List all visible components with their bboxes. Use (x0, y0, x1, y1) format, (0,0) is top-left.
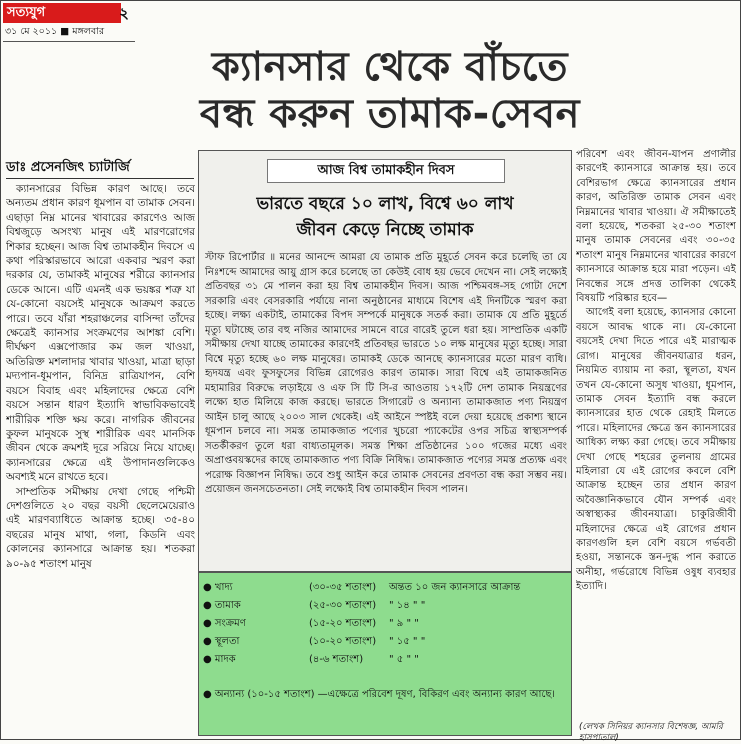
cause-label: ● খাদ্য (203, 582, 233, 593)
table-row (203, 651, 567, 668)
date-line: ৩১ মে ২০১১ ■ মঙ্গলবার (5, 26, 105, 37)
box-headline (203, 191, 567, 243)
cause-note: " ৯ " " (389, 618, 419, 629)
cancer-cause-table (198, 572, 572, 736)
right-paragraph-2: আগেই বলা হয়েছে, ক্যানসার কোনো বয়সে আবদ্ধ থাকে না। যে-কোনো বয়সেই দেখা দিতে পারে এই মারাত্মক রোগ। মানুষের জীবনযাত্রার ধরন, নিয়মিত ব্যায়াম না করা, স্থূলতা, যখন তখন যে-কোনো অসুধ খাওয়া, ধূমপান, তামাক সেবন ইত্যাদি বন্ধ করলে ক্যানসারের হাত থেকে রেহাই মিলতে পারে। মহিলাদের ক্ষেত্রে স্তন ক্যানসারের আধিক্য লক্ষ্য করা গেছে। তবে সমীক্ষায় দেখা গেছে শহরের তুলনায় গ্রামের মহিলারা যে এই রোগের কবলে বেশি আক্রান্ত হচ্ছেন তার প্রধান কারণ অবৈজ্ঞানিকভাবে যৌন সম্পর্ক এবং অস্বাস্থ্যকর জীবনযাত্রা। চাকুরিজীবী মহিলাদের ক্ষেত্রে এই রোগের প্রধান কারণগুলি হল বেশি বয়সে গর্ভবতী হওয়া, সন্তানকে স্তন-দুগ্ধ পান করাতে অনীহা, গর্ভরোধে বিভিন্ন ওষুধ ব্যবহার ইত্যাদি। (576, 307, 736, 593)
left-paragraph-1: ক্যানসারের বিভিন্ন কারণ আছে। তবে অন্যতম প্রধান কারণ ধূমপান বা তামাক সেবন। এছাড়া নিম্ন মানের খাবারের কারণেও আজ বিশ্বজুড়ে অসংখ্য মানুষ এই মারণরোগের শিকার হচ্ছেন। আজ বিশ্ব তামাকহীন দিবসে এ কথা পরিস্কারভাবে আরো একবার স্মরণ করা দরকার যে, তামাকই মানুষের শরীরে ক্যানসার ডেকে আনে। এটি এমনই এক ভয়ঙ্কর শত্রু যা যে-কোনো বয়সেই মানুষকে আক্রমণ করতে পারে। তবে যাঁরা শহরাঞ্চলের বাসিন্দা তাঁদের ক্ষেত্রেই ক্যানসার সংক্রমণের আশঙ্কা বেশি। দীর্ঘক্ষণ এক্সপোজার কম জল খাওয়া, অতিরিক্ত মশলাদার খাবার খাওয়া, মাত্রা ছাড়া মদ্যপান-ধূমপান, বিনিদ্র রাত্রিযাপন, বেশি বয়সে বিবাহ এবং মহিলাদের ক্ষেত্রে বেশি বয়সে সন্তান ধারণ ইত্যাদি স্বাভাবিকভাবেই শারীরিক শক্তি ক্ষয় করে। নাগরিক জীবনের কুফল মানুষকে সুস্থ শারীরিক এবং মানসিক জীবন থেকে ক্রমশই দূরে সরিয়ে নিয়ে যাচ্ছে। ক্যানসারের ক্ষেত্রে এই উপাদানগুলিকেও অবশ্যই মনে রাখতে হবে। (6, 183, 195, 484)
right-column (576, 148, 736, 722)
left-column (6, 182, 195, 734)
paper-logo: সত্যযুগ (3, 3, 121, 23)
cause-label: ● মাদক (203, 654, 236, 665)
table-row (203, 597, 567, 614)
sidebar-news-box (198, 150, 572, 572)
box-headline-line-1: ভারতে বছরে ১০ লাখ, বিশ্বে ৬০ লাখ (256, 194, 514, 214)
cause-note: " ৫ " " (389, 654, 419, 665)
author-byline: ডাঃ প্রসেনজিৎ চ্যাটার্জি (6, 160, 130, 175)
box-body-text: স্টাফ রিপোর্টার ॥ মনের আনন্দে আমরা যে তামাক প্রতি মুহূর্তে সেবন করে চলেছি তা যে নিঃশব্দে আমাদের আয়ু গ্রাস করে চলেছে তা কেউই বোধ হয় ভেবে দেখেন না। সেই লক্ষ্যেই প্রতিবছর ৩১ মে পালন করা হয় বিশ্ব তামাকহীন দিবস। আজ পশ্চিমবঙ্গ-সহ গোটা দেশে সরকারি এবং বেসরকারি পর্যায়ে নানা অনুষ্ঠানের মাধ্যমে বিশেষ এই দিনটিকে স্মরণ করা হচ্ছে। লক্ষ্য একটাই, তামাকের বিপদ সম্পর্কে মানুষকে সতর্ক করা। তামাক যে প্রতি মুহূর্তে মৃত্যু ঘটাচ্ছে তার বহু নজির আমাদের সামনে বারে বারেই তুলে ধরা হয়। সাম্প্রতিক একটি সমীক্ষায় দেখা যাচ্ছে তামাকের কারণেই প্রতিবছর ভারতে ১০ লক্ষ মানুষের মৃত্যু হচ্ছে। সারা বিশ্বে মৃত্যু হচ্ছে ৬০ লক্ষ মানুষের। তামাকই ডেকে আনছে ক্যানসারের মতো মারণ ব্যধি। হৃদযন্ত্র এবং ফুসফুসের বিভিন্ন রোগেরও কারণ তামাক। সারা বিশ্বে এই তামাকজনিত মহামারির বিরুদ্ধে লড়াইয়ে ও এফ সি টি সি-র আওতায় ১৭২টি দেশ তামাক নিয়ন্ত্রণের লক্ষ্যে হাত মিলিয়ে কাজ করছে। ভারতে সিগারেট ও অন্যান্য তামাকজাত পণ্য নিয়ন্ত্রণ আইন চালু আছে ২০০৩ সাল থেকেই। এই আইনে স্পষ্টই বলে দেয়া হয়েছে প্রকাশ্য স্থানে ধূমপান চলবে না। সমস্ত তামাকজাত পণ্যের খুচরো প্যাকেটের ওপর সচিত্র স্বাস্থ্যসম্পর্ক সতর্কীকরণ তুলে ধরা বাধ্যতামূলক। সমস্ত শিক্ষা প্রতিষ্ঠানের ১০০ গজের মধ্যে এবং অপ্রাপ্তবয়স্কদের কাছে তামাকজাত পণ্য বিক্রি নিষিদ্ধ। তামাকজাত পণ্যের সমস্ত প্রত্যক্ষ এবং পরোক্ষ বিজ্ঞাপন নিষিদ্ধ। তবে শুধু আইন করে তামাক সেবনের প্রবণতা বন্ধ করা সম্ভব নয়। প্রয়োজন জনসচেতনতা। সেই লক্ষ্যেই বিশ্ব তামাকহীন দিবস পালন। (205, 252, 567, 495)
cause-label: ● তামাক (203, 600, 241, 611)
cause-label: ● স্থূলতা (203, 636, 240, 647)
box-headline-line-2: জীবন কেড়ে নিচ্ছে তামাক (296, 220, 474, 240)
right-paragraph-1: পরিবেশ এবং জীবন-যাপন প্রণালীর কারণেই ক্যানসারে আক্রান্ত হয়। তবে বেশিরভাগ ক্ষেত্রে ক্যানসারের প্রধান কারণ, অতিরিক্ত তামাক সেবন এবং নিম্নমানের খাবার খাওয়া। ঐ সমীক্ষাতেই বলা হয়েছে, শতকরা ২৫-৩০ শতাংশ মানুষ তামাক সেবনের এবং ৩০-৩৫ শতাংশ মানুষ নিম্নমানের খাবারের কারণে ক্যানসারে আক্রান্ত হয়ে মারা পড়েন। এই নিবন্ধের সঙ্গে প্রদত্ত তালিকা থেকেই বিষয়টি পরিষ্কার হবে— (576, 149, 736, 305)
table-row (203, 615, 567, 632)
left-paragraph-2: সাম্প্রতিক সমীক্ষায় দেখা গেছে পশ্চিমী দেশগুলিতে ২০ বছর বয়সী ছেলেমেয়েরাও এই মারণব্যাধিতে আক্রান্ত হচ্ছে। ৩৫-৪০ বছরের মানুষ মাথা, গলা, কিডনি এবং কোলনের ক্যানসারে আক্রান্ত হয়। শতকরা ৯০-৯৫ শতাংশ মানুষ (6, 485, 195, 570)
cause-share: (১০-২০ শতাংশ) (309, 636, 377, 647)
cause-share: (২৫-৩০ শতাংশ) (309, 600, 377, 611)
cause-note: অন্তত ১০ জন ক্যানসারে আক্রান্ত (389, 582, 521, 593)
cause-share: (৩০-৩৫ শতাংশ) (309, 582, 377, 593)
cause-note: " ১৪ " " (389, 600, 426, 611)
byline-divider (6, 178, 194, 179)
cause-label: ● সংক্রমণ (203, 618, 246, 629)
cause-share: (৪-৬ শতাংশ) (309, 654, 364, 665)
cause-note: " ১৫ " " (389, 636, 426, 647)
article-headline (90, 44, 690, 138)
table-row (203, 633, 567, 650)
box-kicker: আজ বিশ্ব তামাকহীন দিবস (267, 159, 505, 183)
table-other-causes: ● অন্যান্য (১০-১৫ শতাংশ) —এক্ষেত্রে পরিবেশ দূষণ, বিকিরণ এবং অন্যান্য কারণ আছে। (203, 689, 556, 700)
box-body (205, 251, 567, 567)
cause-share: (১৫-২০ শতাংশ) (309, 618, 377, 629)
masthead-divider (3, 41, 135, 42)
headline-line-2: বন্ধ করুন তামাক-সেবন (199, 91, 581, 137)
author-credit: (লেখক সিনিয়র ক্যানসার বিশেষজ্ঞ, আমরি হাসপাতাল) (579, 722, 723, 743)
headline-line-1: ক্যানসার থেকে বাঁচতে (211, 44, 569, 90)
table-row (203, 579, 567, 596)
page-number: ২ (119, 4, 129, 22)
masthead (3, 3, 135, 41)
